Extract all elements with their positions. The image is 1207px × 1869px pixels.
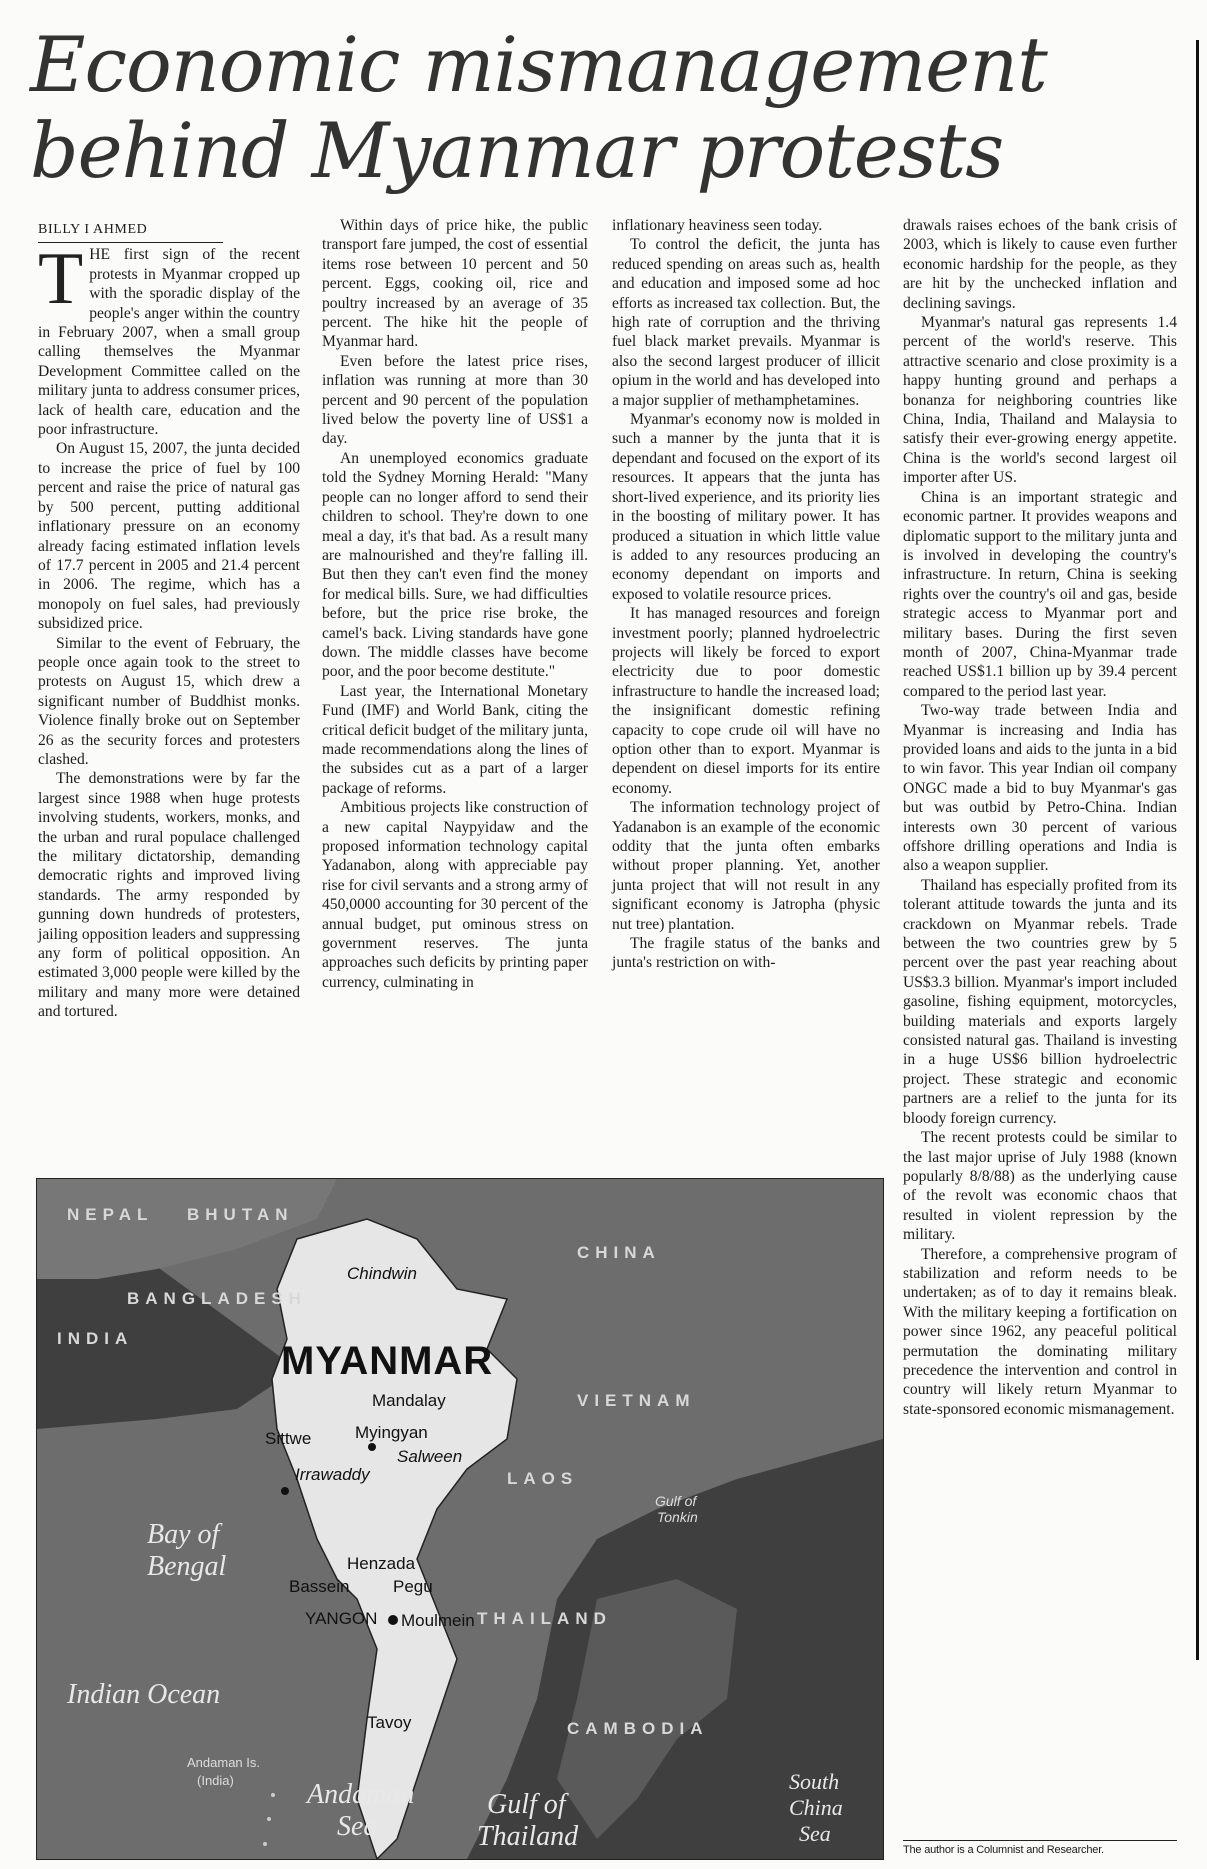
label-myingyan: Myingyan (355, 1423, 428, 1442)
label-sittwe: Sittwe (265, 1429, 312, 1448)
paragraph: Therefore, a comprehensive program of stabilization and reform needs to be undertaken; as of to day it remains bleak. With the military keeping a fortification on power since 1962, any peaceful political permutation the dominating military precedence the intervention and control in country will likely return Myanmar to state-sponsored economic mismanagement. (903, 1245, 1177, 1418)
label-gulf-tonkin-line2: Tonkin (657, 1509, 698, 1525)
paragraph: The information technology project of Yadanabon is an example of the economic oddity that the junta often embarks without proper planning. Yet, another junta project that will not result in any significant economy is Jatropha (physic nut tree) plantation. (612, 799, 880, 933)
column-4 (903, 216, 1177, 1419)
label-mandalay: Mandalay (372, 1391, 446, 1410)
label-cambodia: CAMBODIA (567, 1719, 709, 1738)
paragraph: Last year, the International Monetary Fund (IMF) and World Bank, citing the critical deficit budget of the military junta, made recommendations along the lines of the subsides cut as a part of a larger package of reforms. (322, 682, 588, 797)
label-indian-ocean: Indian Ocean (67, 1679, 221, 1710)
author-note: The author is a Columnist and Researcher. (903, 1840, 1177, 1856)
island-marker (263, 1842, 267, 1846)
paragraph: China is an important strategic and economic partner. It provides weapons and diplomatic support to the military junta and is involved in developing the country's infrastructure. In return, China is seeking rights over the country's oil and gas, beside strategic access to Myanmar port and military bases. During the first seven month of 2007, China-Myanmar trade reached US$1.1 billion up by 39.4 percent compared to the period last year. (903, 488, 1177, 700)
label-china: CHINA (577, 1243, 661, 1262)
map-title: MYANMAR (281, 1339, 494, 1383)
island-marker (271, 1793, 275, 1797)
column-1 (38, 220, 300, 1022)
label-andaman-is: Andaman Is. (187, 1755, 260, 1770)
label-salween: Salween (397, 1447, 463, 1466)
paragraph: Within days of price hike, the public transport fare jumped, the cost of essential items rose between 10 percent and 50 percent. Eggs, cooking oil, rice and poultry increased by an average of 35 percent. The hike hit the people of Myanmar hard. (322, 217, 588, 351)
paragraph: Thailand has especially profited from its tolerant attitude towards the junta and its crackdown on Myanmar rebels. Trade between the two countries grew by 5 percent over the past year reaching about US$3.3 billion. Myanmar's import included gasoline, fishing equipment, motorcycles, building materials and exports largely consisted natural gas. Thailand is investing in a huge US$6 billion hydroelectric project. These strategic and economic partners are a relief to the junta for its bloody foreign currency. (903, 876, 1177, 1127)
paragraph: The fragile status of the banks and junta's restriction on with- (612, 935, 880, 972)
yangon-marker (388, 1615, 398, 1625)
lead-text: HE first sign of the recent protests in Myanmar cropped up with the sporadic display of the people's anger within the country in February 2007, when a small group calling themselves the Myanmar Development Committee called on the military junta to address consumer prices, lack of health care, education and the poor infrastructure. (38, 246, 300, 439)
label-gulf-thailand-line2: Thailand (477, 1821, 579, 1852)
paragraph: An unemployed economics graduate told the Sydney Morning Herald: "Many people can no longer afford to send their children to school. They're down to one meal a day, it's that bad. As a result many are malnourished and they're falling ill. But then they can't even find the money for medical bills. Sure, we had difficulties before, but the price rise broke, the camel's back. Living standards have gone down. The middle classes have become poor, and the poor become destitute." (322, 449, 588, 681)
label-bangladesh: BANGLADESH (127, 1289, 307, 1308)
label-gulf-tonkin-line1: Gulf of (655, 1493, 697, 1509)
lead-paragraph (38, 238, 300, 439)
paragraph: Myanmar's economy now is molded in such a manner by the junta that it is dependant and focused on the export of its resources. It appears that the junta has short-lived experience, and its priority lies in the boosting of military power. It has produced a situation in which little value is added to any resources producing an economy dependant on imports and exposed to volatile resource prices. (612, 411, 880, 603)
label-andaman-sea-line1: Andaman (307, 1779, 415, 1810)
label-andaman-sea-line2: Sea (337, 1811, 378, 1842)
label-nepal: NEPAL (67, 1205, 154, 1224)
label-south-china-line1: South (789, 1769, 840, 1794)
label-andaman-is-india: (India) (197, 1773, 234, 1788)
paragraph: The recent protests could be similar to the last major uprise of July 1988 (known popularly 8/8/88) as the underlying cause of the revolt was economic chaos that resulted in violent repression by the military. (903, 1129, 1177, 1244)
label-chindwin: Chindwin (347, 1264, 417, 1283)
label-india: INDIA (57, 1329, 134, 1348)
paragraph: To control the deficit, the junta has reduced spending on areas such as, health and education and imposed some ad hoc efforts as increased tax collection. But, the high rate of corruption and the thriving fuel black market prevails. Myanmar is also the second largest producer of illicit opium in the world and has developed into a major supplier of methamphetamines. (612, 236, 880, 409)
paragraph: It has managed resources and foreign investment poorly; planned hydroelectric projects will likely be forced to export electricity due to poor domestic infrastructure to handle the increased load; the insignificant domestic refining capacity to cope crude oil will have no option other than to export. Myanmar is dependent on diesel imports for its entire economy. (612, 605, 880, 797)
paragraph: Ambitious projects like construction of a new capital Naypyidaw and the proposed information technology capital Yadanabon, along with appreciable pay rise for civil servants and a strong army of 450,0000 accounting for 30 percent of the annual budget, put ominous stress on government reserves. The junta approaches such deficits by printing paper currency, culminating in (322, 799, 588, 991)
label-bay-of-bengal-line1: Bay of (147, 1519, 220, 1550)
paragraph: inflationary heaviness seen today. (612, 217, 823, 234)
label-south-china-line2: China (789, 1795, 843, 1820)
paragraph: Two-way trade between India and Myanmar is increasing and India has provided loans and aids to the junta in a bid to win favor. This year Indian oil company ONGC made a bid to buy Myanmar's gas but was outbid by Petro-China. Indian interests own 30 percent of various offshore drilling operations and India is also a weapon supplier. (903, 702, 1177, 875)
mandalay-marker (368, 1443, 376, 1451)
island-marker (267, 1817, 271, 1821)
column-3 (612, 216, 880, 973)
label-bassein: Bassein (289, 1577, 350, 1596)
drop-cap: T (38, 238, 84, 321)
label-henzada: Henzada (347, 1554, 416, 1573)
paragraph: Even before the latest price rises, inflation was running at more than 30 percent and 90 percent of the population lived below the poverty line of US$1 a day. (322, 352, 588, 448)
label-yangon: YANGON (305, 1609, 378, 1628)
column-rule (1196, 40, 1199, 1660)
label-tavoy: Tavoy (367, 1713, 412, 1732)
byline: BILLY I AHMED (38, 220, 223, 243)
label-thailand: THAILAND (477, 1609, 612, 1628)
label-bay-of-bengal-line2: Bengal (147, 1551, 227, 1582)
myanmar-map (36, 1178, 884, 1860)
sittwe-marker (281, 1487, 289, 1495)
paragraph: On August 15, 2007, the junta decided to increase the price of fuel by 100 percent and raise the price of natural gas by 500 percent, putting additional inflationary pressure on an economy already facing estimated inflation levels of 17.7 percent in 2005 and 21.4 percent in 2006. The regime, which has a monopoly on fuel sales, had previously subsidized price. (38, 440, 300, 633)
label-pegu: Pegu (393, 1577, 433, 1596)
label-bhutan: BHUTAN (187, 1205, 294, 1224)
label-laos: LAOS (507, 1469, 579, 1488)
label-irrawaddy: Irrawaddy (295, 1465, 370, 1484)
label-south-china-line3: Sea (799, 1821, 831, 1846)
paragraph: Similar to the event of February, the people once again took to the street to protests on August 15, which drew a significant number of Buddhist monks. Violence finally broke out on September 26 as the security forces and protesters clashed. (38, 634, 300, 768)
label-vietnam: VIETNAM (577, 1391, 696, 1410)
column-2 (322, 216, 588, 992)
label-moulmein: Moulmein (401, 1611, 475, 1630)
paragraph: Myanmar's natural gas represents 1.4 percent of the world's reserve. This attractive scenario and close proximity is a happy hunting ground and perhaps a bonanza for neighboring countries like China, India, Thailand and Malaysia to satisfy their ever-growing energy appetite. China is the world's second largest oil importer after US. (903, 314, 1177, 487)
paragraph: The demonstrations were by far the largest since 1988 when huge protests involving students, workers, monks, and the urban and rural populace challenged the military dictatorship, demanding democratic rights and improved living standards. The army responded by gunning down hundreds of protesters, jailing opposition leaders and suppressing any form of political opposition. An estimated 3,000 people were killed by the military and many more were detained and tortured. (38, 770, 300, 1021)
paragraph: drawals raises echoes of the bank crisis of 2003, which is likely to cause even further economic hardship for the people, as they are hit by the unchecked inflation and declining savings. (903, 217, 1177, 312)
label-gulf-thailand-line1: Gulf of (487, 1789, 566, 1820)
headline: Economic mismanagement behind Myanmar protests (30, 20, 1047, 195)
